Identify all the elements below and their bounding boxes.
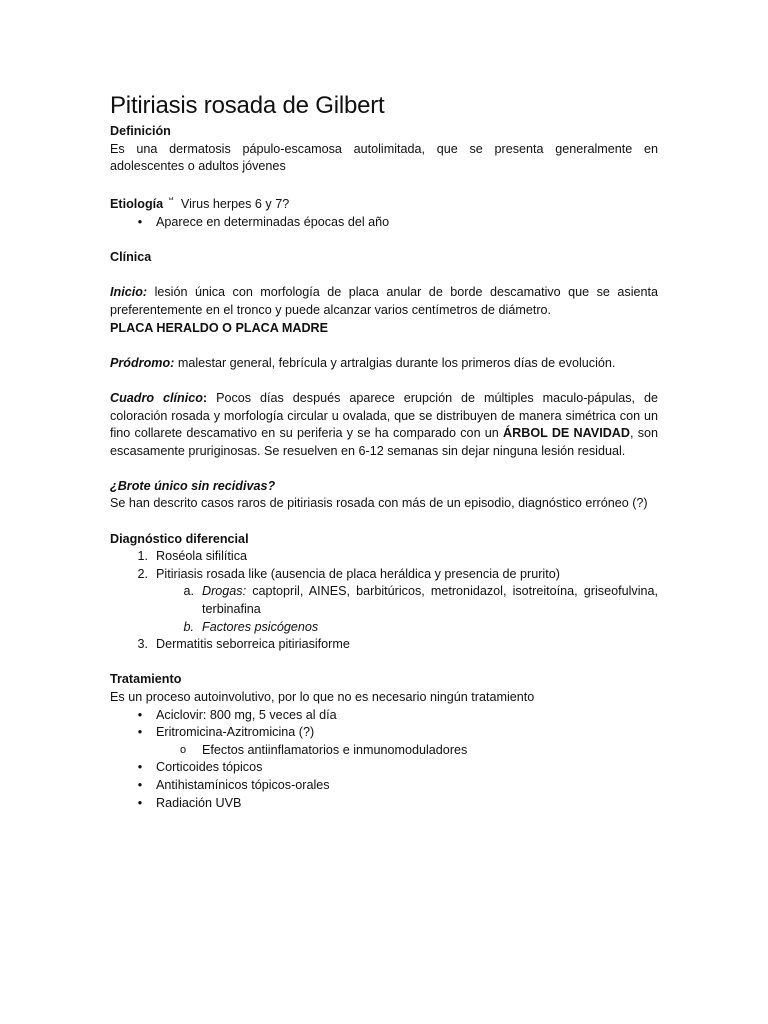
- sub-list-item: a. Drogas: captopril, AINES, barbitúricos, metronidazol, isotreitoína, griseofulvina, terbinafina: [183, 584, 659, 617]
- cuadro-label: Cuadro clínico: [110, 390, 203, 405]
- etiologia-symbol-icon: ᄇ: [167, 197, 175, 207]
- etiologia-line: [110, 193, 658, 214]
- etiologia-list: [110, 214, 658, 232]
- bullet-icon: •: [137, 795, 143, 810]
- prodromo-label: Pródromo:: [110, 355, 175, 370]
- diagnostico-list: [110, 548, 658, 654]
- tratamiento-heading: Tratamiento: [110, 672, 182, 687]
- etiologia-text: Virus herpes 6 y 7?: [180, 197, 290, 212]
- list-item: 3. Dermatitis seborreica pitiriasiforme: [137, 637, 350, 652]
- inicio-text: lesión única con morfología de placa anular de borde descamativo que se asienta preferentemente en el tronco y puede alcanzar varios centímetros de diámetro.: [110, 285, 658, 317]
- list-item: • Eritromicina-Azitromicina (?): [110, 724, 658, 742]
- list-item: • Antihistamínicos tópicos-orales: [110, 777, 658, 795]
- prodromo-text: malestar general, febrícula y artralgias durante los primeros días de evolución.: [177, 355, 616, 370]
- prodromo-paragraph: [110, 355, 658, 373]
- page-title: Pitiriasis rosada de Gilbert: [110, 92, 385, 119]
- cuadro-text: Pocos días después aparece erupción de múltiples maculo-pápulas, de coloración rosada y morfología circular u ovalada, que se distribuyen de manera simétrica con un fino collarete descamativo en su periferia y se ha comparado con un: [110, 390, 658, 441]
- list-item: 2. Pitiriasis rosada like (ausencia de placa heráldica y presencia de prurito): [137, 566, 560, 581]
- inicio-paragraph: [110, 284, 658, 319]
- tratamiento-list: [110, 707, 658, 813]
- list-item: 1. Roséola sifilítica: [137, 549, 247, 564]
- bullet-icon: •: [137, 777, 143, 792]
- list-item: • Aparece en determinadas épocas del año: [110, 214, 658, 232]
- tratamiento-intro: Es un proceso autoinvolutivo, por lo que no es necesario ningún tratamiento: [110, 690, 535, 704]
- clinica-heading: Clínica: [110, 250, 152, 265]
- brote-text: Se han descrito casos raros de pitiriasis rosada con más de un episodio, diagnóstico erróneo (?): [110, 496, 648, 511]
- bullet-icon: •: [137, 707, 143, 722]
- definicion-heading: Definición: [110, 124, 171, 138]
- placa-heraldo: PLACA HERALDO O PLACA MADRE: [110, 320, 329, 335]
- bullet-icon: •: [137, 725, 143, 740]
- sub-list-item: o Efectos antiinflamatorios e inmunomoduladores: [110, 742, 658, 760]
- definicion-text: Es una dermatosis pápulo-escamosa autolimitada, que se presenta generalmente en adolescentes o adultos jóvenes: [110, 141, 658, 174]
- list-item: • Radiación UVB: [110, 795, 658, 813]
- cuadro-paragraph: Cuadro clínico: Pocos días después aparece erupción de múltiples maculo-pápulas, de coloración rosada y morfología circular u ovalada, que se distribuyen de manera simétrica con un fino collarete descamativo en su periferia y se ha comparado con un ÁRBOL DE NAVIDAD, son escasamente pruriginosas. Se resuelven en 6-12 semanas sin dejar ninguna lesión residual.: [110, 390, 659, 458]
- arbol-navidad: ÁRBOL DE NAVIDAD: [503, 426, 630, 441]
- document-body: [110, 92, 658, 812]
- list-item: • Aciclovir: 800 mg, 5 veces al día: [110, 707, 658, 725]
- circle-bullet-icon: o: [179, 743, 187, 756]
- diagnostico-heading: Diagnóstico diferencial: [110, 531, 249, 546]
- bullet-icon: •: [137, 214, 143, 229]
- bullet-icon: •: [137, 760, 143, 775]
- inicio-label: Inicio:: [110, 285, 148, 300]
- sub-list-item: b. Factores psicógenos: [183, 619, 319, 634]
- list-item: • Corticoides tópicos: [110, 759, 658, 777]
- brote-heading: ¿Brote único sin recidivas?: [110, 478, 276, 493]
- etiologia-heading: Etiología: [110, 197, 164, 212]
